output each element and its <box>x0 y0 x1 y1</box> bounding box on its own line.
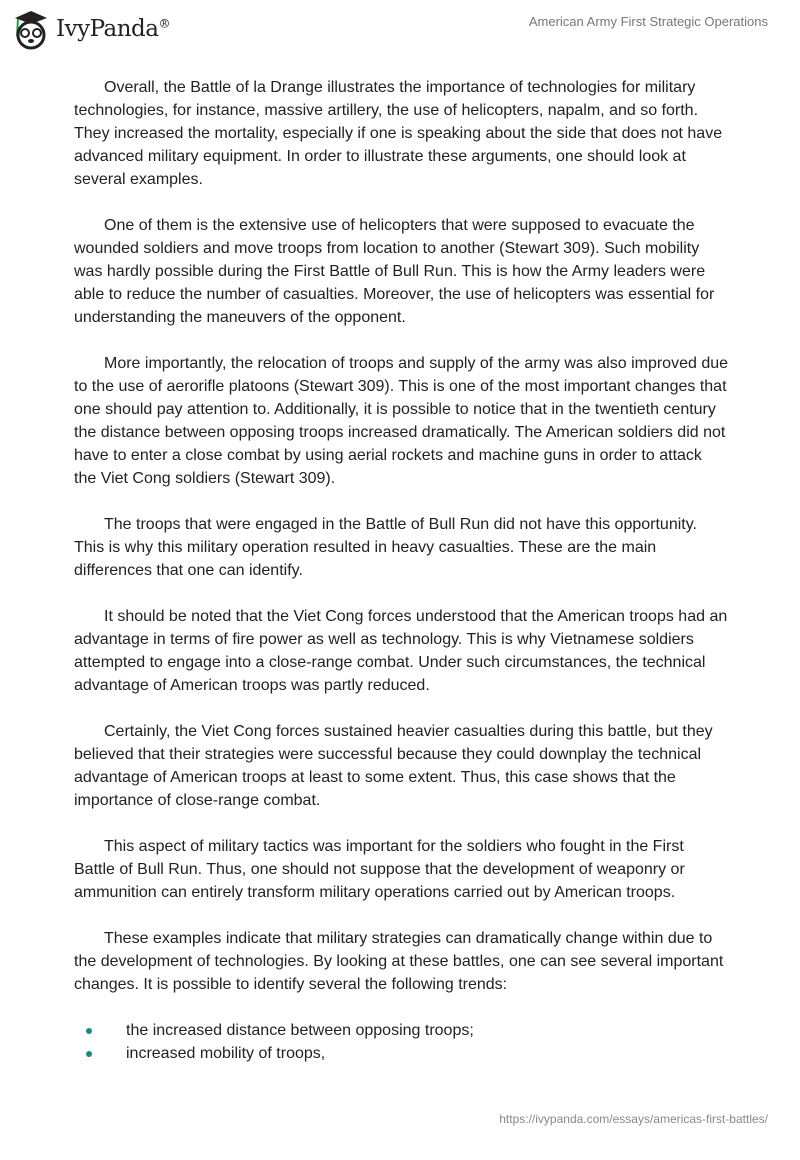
paragraph: The troops that were engaged in the Battle of Bull Run did not have this opportunity. This is why this military operation resulted in heavy casualties. These are the main differences that one can identify. <box>74 516 697 579</box>
trends-list <box>74 1019 728 1065</box>
logo[interactable] <box>12 8 170 50</box>
list-item-text: the increased distance between opposing troops; <box>126 1022 474 1039</box>
page-header <box>0 0 800 60</box>
paragraph: These examples indicate that military strategies can dramatically change within due to the development of technologies. By looking at these battles, one can see several important changes. It is possible to identify several the following trends: <box>74 930 724 993</box>
list-item <box>74 1019 728 1042</box>
paragraph: Certainly, the Viet Cong forces sustained heavier casualties during this battle, but they believed that their strategies were successful because they could downplay the technical advantage of American troops at least to some extent. Thus, this case shows that the importance of close-range combat. <box>74 723 713 809</box>
list-item-text: increased mobility of troops, <box>126 1045 326 1062</box>
document-title: American Army First Strategic Operations <box>528 14 768 29</box>
paragraph: One of them is the extensive use of helicopters that were supposed to evacuate the wounded soldiers and move troops from location to another (Stewart 309). Such mobility was hardly possible during the First Battle of Bull Run. This is how the Army leaders were able to reduce the number of casualties. Moreover, the use of helicopters was essential for understanding the maneuvers of the opponent. <box>74 217 715 326</box>
paragraph: This aspect of military tactics was important for the soldiers who fought in the First Battle of Bull Run. Thus, one should not suppose that the development of weaponry or ammunition can entirely transform military operations carried out by American troops. <box>74 838 685 901</box>
paragraph: More importantly, the relocation of troops and supply of the army was also improved due to the use of aerorifle platoons (Stewart 309). This is one of the most important changes that one should pay attention to. Additionally, it is possible to notice that in the twentieth century the distance between opposing troops increased dramatically. The American soldiers did not have to enter a close combat by using aerial rockets and machine guns in order to attack the Viet Cong soldiers (Stewart 309). <box>74 355 729 487</box>
paragraph: It should be noted that the Viet Cong forces understood that the American troops had an advantage in terms of fire power as well as technology. This is why Vietnamese soldiers attempted to engage into a close-range combat. Under such circumstances, the technical advantage of American troops was partly reduced. <box>74 608 728 694</box>
logo-text: IvyPanda <box>56 16 159 42</box>
bullet-icon <box>86 1028 92 1034</box>
panda-logo-icon <box>12 8 50 50</box>
list-item <box>74 1042 728 1065</box>
bullet-icon <box>86 1051 92 1057</box>
paragraph: Overall, the Battle of la Drange illustrates the importance of technologies for military technologies, for instance, massive artillery, the use of helicopters, napalm, and so forth. They increased the mortality, especially if one is speaking about the side that does not have advanced military equipment. In order to illustrate these arguments, one should look at several examples. <box>74 79 723 188</box>
registered-mark: ® <box>158 16 170 31</box>
source-url[interactable]: https://ivypanda.com/essays/americas-first-battles/ <box>499 1112 768 1126</box>
essay-body <box>74 76 728 1065</box>
